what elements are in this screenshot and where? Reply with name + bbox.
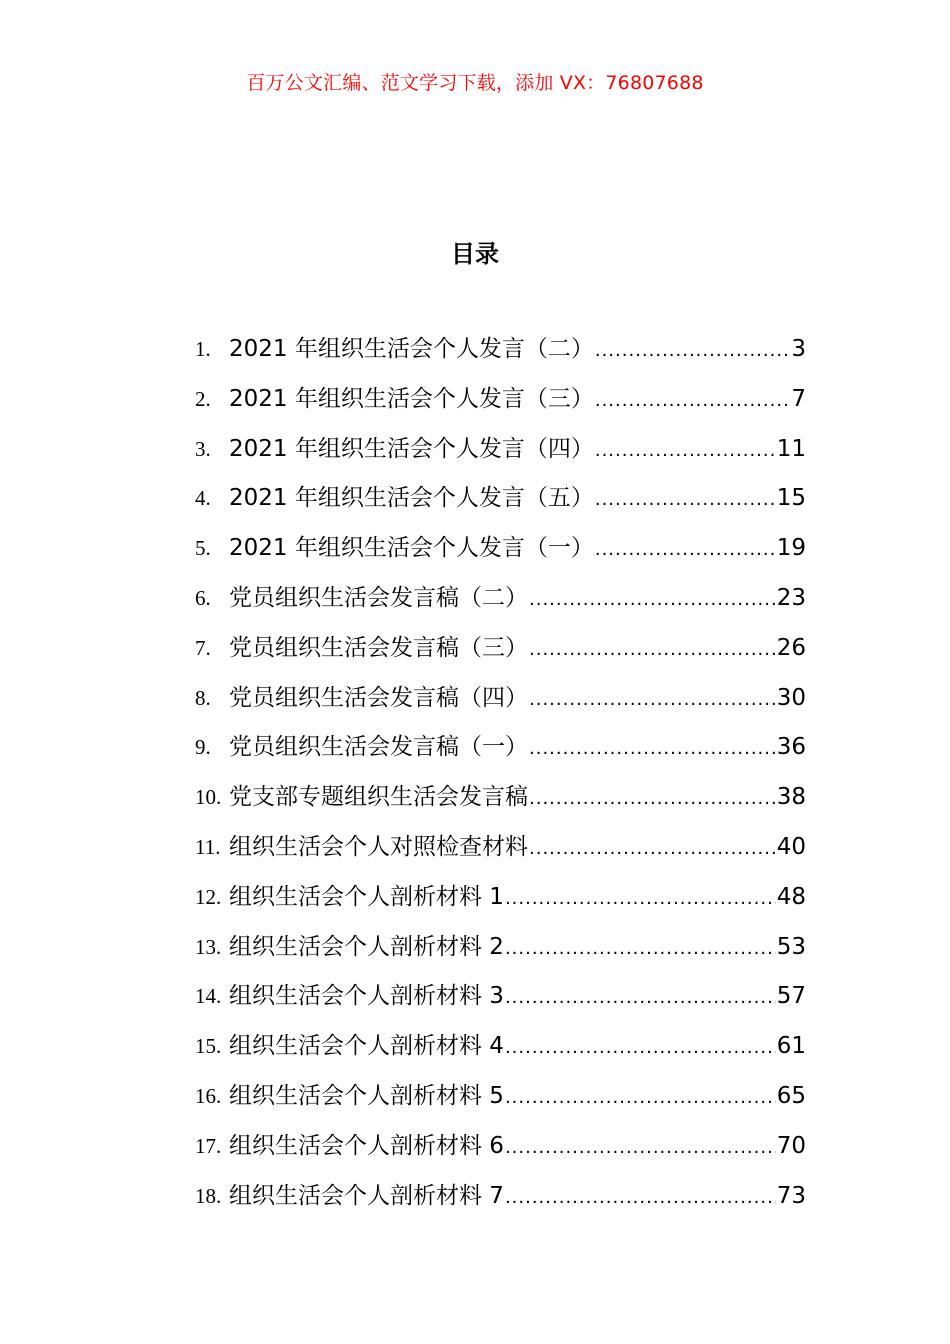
toc-dot-leader	[529, 689, 776, 710]
toc-dot-leader	[505, 938, 776, 959]
toc-dot-leader	[529, 738, 776, 759]
toc-entry-title: 党员组织生活会发言稿（四）	[229, 684, 528, 711]
toc-entry-13[interactable]	[195, 928, 806, 978]
toc-entry-number: 14.	[195, 984, 222, 1009]
toc-dot-leader	[595, 390, 791, 411]
toc-dot-leader	[529, 639, 776, 660]
toc-entry-number: 16.	[195, 1083, 222, 1108]
header-note: 百万公文汇编、范文学习下载，添加 VX：76807688	[246, 72, 704, 94]
toc-list	[195, 330, 806, 1226]
toc-entry-title: 组织生活会个人剖析材料 1	[229, 883, 504, 910]
toc-entry-page: 15	[776, 485, 806, 512]
toc-entry-9[interactable]	[195, 728, 806, 778]
toc-entry-page: 38	[776, 784, 806, 811]
toc-entry-page: 19	[776, 535, 806, 562]
toc-entry-page: 11	[776, 435, 806, 462]
toc-entry-title: 党员组织生活会发言稿（一）	[229, 734, 528, 761]
toc-entry-title: 组织生活会个人剖析材料 3	[229, 983, 504, 1010]
toc-entry-page: 70	[776, 1132, 806, 1159]
toc-entry-title: 2021 年组织生活会个人发言（三）	[229, 385, 594, 412]
toc-entry-page: 30	[776, 684, 806, 711]
toc-entry-title: 组织生活会个人对照检查材料	[229, 833, 528, 860]
toc-entry-number: 9.	[195, 735, 211, 760]
toc-dot-leader	[505, 1187, 776, 1208]
toc-entry-page: 48	[776, 883, 806, 910]
toc-entry-16[interactable]	[195, 1077, 806, 1127]
toc-entry-17[interactable]	[195, 1127, 806, 1177]
toc-entry-title: 党员组织生活会发言稿（三）	[229, 634, 528, 661]
toc-entry-number: 4.	[195, 486, 211, 511]
toc-entry-title: 组织生活会个人剖析材料 5	[229, 1082, 504, 1109]
toc-entry-6[interactable]	[195, 579, 806, 629]
toc-entry-title: 组织生活会个人剖析材料 2	[229, 933, 504, 960]
toc-dot-leader	[595, 489, 776, 510]
toc-dot-leader	[595, 340, 791, 361]
toc-dot-leader	[595, 440, 776, 461]
toc-entry-page: 57	[776, 983, 806, 1010]
toc-entry-page: 73	[776, 1182, 806, 1209]
toc-entry-number: 11.	[195, 834, 221, 859]
toc-entry-5[interactable]	[195, 529, 806, 579]
toc-entry-number: 13.	[195, 934, 222, 959]
toc-entry-title: 党支部专题组织生活会发言稿	[229, 784, 528, 811]
toc-entry-14[interactable]	[195, 977, 806, 1027]
toc-entry-10[interactable]	[195, 778, 806, 828]
toc-entry-page: 23	[776, 584, 806, 611]
toc-entry-page: 3	[791, 336, 806, 362]
toc-entry-number: 12.	[195, 884, 222, 909]
toc-entry-number: 6.	[195, 585, 211, 610]
toc-entry-18[interactable]	[195, 1177, 806, 1227]
toc-entry-number: 3.	[195, 436, 211, 461]
toc-entry-number: 18.	[195, 1183, 222, 1208]
toc-dot-leader	[505, 1087, 776, 1108]
toc-entry-page: 65	[776, 1082, 806, 1109]
toc-entry-4[interactable]	[195, 479, 806, 529]
toc-entry-title: 2021 年组织生活会个人发言（二）	[229, 336, 594, 362]
toc-entry-number: 8.	[195, 685, 211, 710]
toc-dot-leader	[505, 987, 776, 1008]
toc-dot-leader	[505, 1037, 776, 1058]
toc-dot-leader	[529, 788, 776, 809]
toc-entry-title: 组织生活会个人剖析材料 6	[229, 1132, 504, 1159]
toc-entry-1[interactable]	[195, 330, 806, 380]
toc-entry-8[interactable]	[195, 679, 806, 729]
toc-entry-11[interactable]	[195, 828, 806, 878]
toc-entry-7[interactable]	[195, 629, 806, 679]
toc-dot-leader	[505, 888, 776, 909]
toc-dot-leader	[505, 1137, 776, 1158]
toc-dot-leader	[529, 838, 776, 859]
toc-entry-page: 36	[776, 734, 806, 761]
toc-entry-number: 10.	[195, 785, 222, 810]
toc-entry-page: 53	[776, 933, 806, 960]
toc-entry-title: 组织生活会个人剖析材料 7	[229, 1182, 504, 1209]
toc-entry-page: 26	[776, 634, 806, 661]
toc-entry-title: 2021 年组织生活会个人发言（一）	[229, 535, 594, 562]
toc-entry-page: 40	[776, 833, 806, 860]
toc-entry-title: 党员组织生活会发言稿（二）	[229, 584, 528, 611]
toc-entry-15[interactable]	[195, 1027, 806, 1077]
toc-entry-number: 15.	[195, 1034, 222, 1059]
toc-dot-leader	[529, 589, 776, 610]
toc-entry-page: 7	[791, 385, 806, 412]
toc-entry-number: 2.	[195, 386, 211, 411]
toc-entry-number: 7.	[195, 635, 211, 660]
toc-entry-page: 61	[776, 1033, 806, 1060]
toc-title: 目录	[451, 240, 499, 268]
toc-entry-number: 17.	[195, 1133, 222, 1158]
toc-entry-3[interactable]	[195, 430, 806, 480]
toc-dot-leader	[595, 539, 776, 560]
toc-entry-12[interactable]	[195, 878, 806, 928]
toc-entry-title: 组织生活会个人剖析材料 4	[229, 1033, 504, 1060]
toc-entry-title: 2021 年组织生活会个人发言（五）	[229, 485, 594, 512]
toc-entry-number: 1.	[195, 337, 211, 361]
toc-entry-title: 2021 年组织生活会个人发言（四）	[229, 435, 594, 462]
toc-entry-number: 5.	[195, 536, 211, 561]
toc-entry-2[interactable]	[195, 380, 806, 430]
